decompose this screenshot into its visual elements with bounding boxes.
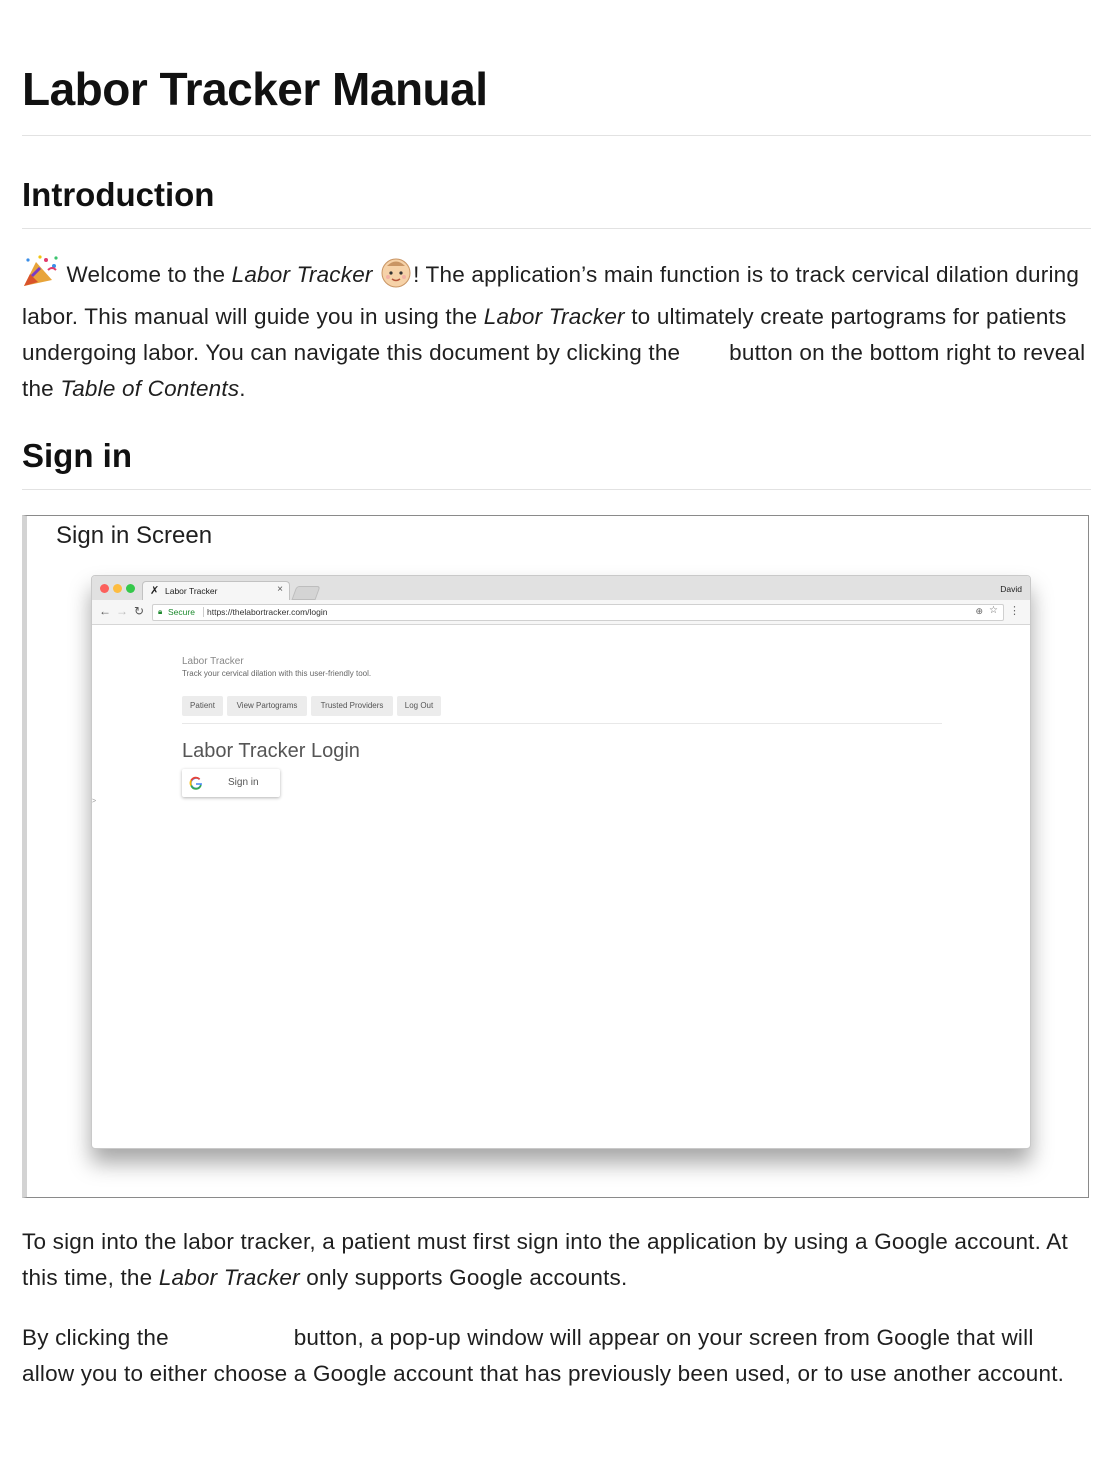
tab-close-icon: ×: [277, 584, 283, 595]
lock-icon: 🔒︎: [158, 607, 163, 616]
app-brand: Labor Tracker: [182, 656, 244, 667]
title-divider: [22, 135, 1091, 136]
nav-trusted-providers: Trusted Providers: [311, 696, 393, 716]
new-tab-icon: [291, 586, 320, 600]
intro-divider: [22, 228, 1091, 229]
minimize-window-icon: [113, 584, 122, 593]
forward-icon: →: [116, 604, 128, 618]
close-window-icon: [100, 584, 109, 593]
browser-user: David: [1000, 584, 1022, 594]
signin-divider: [22, 489, 1091, 490]
address-bar: 🔒︎ Secure https://thelabortracker.com/login ⊕ ☆: [152, 604, 1004, 621]
login-title: Labor Tracker Login: [182, 740, 360, 762]
google-g-icon: [189, 776, 203, 790]
signin-paragraph-1: To sign into the labor tracker, a patient must first sign into the application by using a Google account. At this time, the Labor Tracker only supports Google accounts.: [22, 1229, 1068, 1290]
browser-toolbar: [92, 600, 1030, 625]
reload-icon: ↻: [134, 604, 145, 618]
nav-patient: Patient: [182, 696, 223, 716]
party-popper-icon: [22, 254, 60, 299]
signin-figure: [22, 515, 1089, 1198]
intro-paragraph: Welcome to the Labor Tracker ! The application’s main function is to track cervical dilation during labor. This manual will guide you in using the Labor Tracker to ultimately create partograms for patients undergoing labor. You can navigate this document by clicking the button on the bottom right to reveal the Table of Contents.: [22, 254, 1091, 407]
browser-tab: ✗ Labor Tracker ×: [142, 581, 290, 600]
maximize-window-icon: [126, 584, 135, 593]
signin-paragraph-2: By clicking the button, a pop-up window will appear on your screen from Google that will allow you to either choose a Google account that has previously been used, or to use another account.: [22, 1325, 1065, 1386]
nav-log-out: Log Out: [397, 696, 441, 716]
nav-view-partograms: View Partograms: [227, 696, 307, 716]
zoom-icon: ⊕: [975, 606, 983, 616]
page-title: Labor Tracker Manual: [22, 63, 488, 115]
browser-tab-bar: [92, 576, 1030, 600]
google-sign-in-button: Sign in: [182, 769, 280, 797]
browser-screenshot: [91, 575, 1031, 1149]
app-tagline: Track your cervical dilation with this user-friendly tool.: [182, 669, 372, 678]
signin-heading: Sign in: [22, 437, 132, 474]
browser-menu-icon: ⋮: [1009, 605, 1020, 617]
collapse-arrow-icon: >: [92, 798, 97, 805]
figure-caption: Sign in Screen: [56, 522, 213, 549]
bookmark-star-icon: ☆: [989, 605, 998, 616]
baby-icon: [379, 256, 413, 299]
back-icon: ←: [99, 604, 111, 618]
tab-favicon-icon: ✗: [150, 585, 160, 597]
address-url: https://thelabortracker.com/login: [207, 607, 328, 617]
intro-heading: Introduction: [22, 176, 215, 213]
